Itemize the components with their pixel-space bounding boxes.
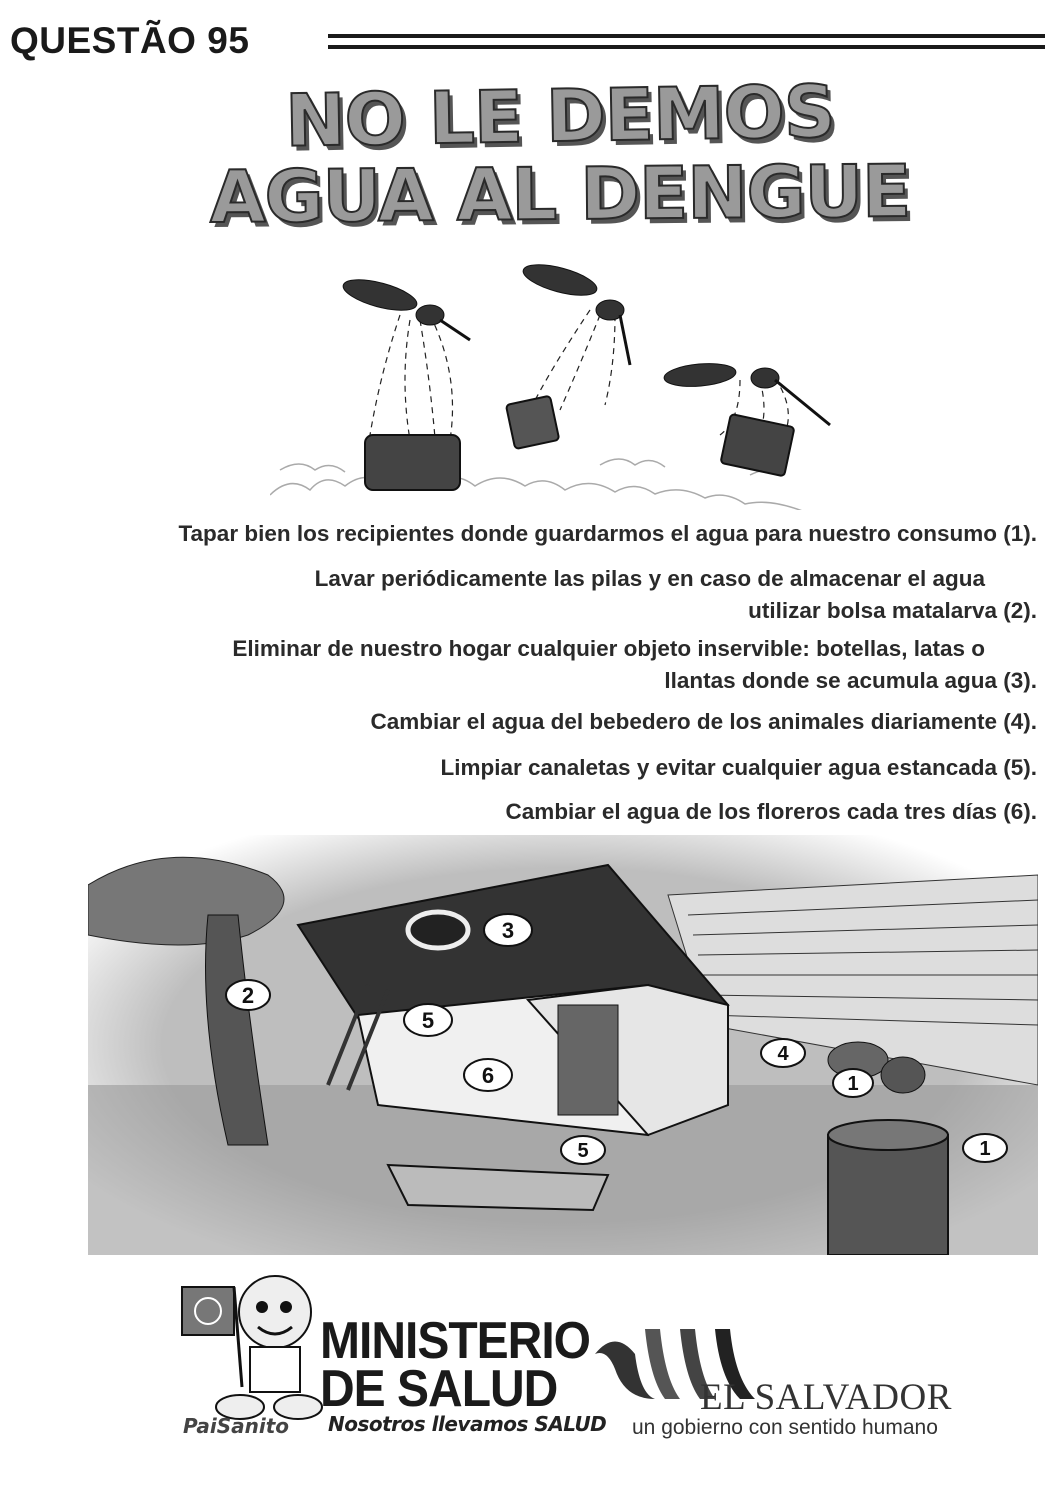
header-rule-top bbox=[328, 34, 1045, 38]
ministry-name-line2: DE SALUD bbox=[320, 1360, 558, 1419]
paisanito-mascot-logo bbox=[180, 1267, 325, 1437]
svg-text:6: 6 bbox=[481, 1063, 495, 1088]
suitcase-middle bbox=[506, 396, 559, 449]
mosquito-left bbox=[340, 274, 470, 340]
poster-title-line1: NO LE DEMOS bbox=[284, 69, 836, 163]
instruction-5: Limpiar canaletas y evitar cualquier agua estancada (5). bbox=[440, 755, 1037, 780]
instruction-1: Tapar bien los recipientes donde guardarmos el agua para nuestro consumo (1). bbox=[178, 521, 1037, 546]
header-rule-bottom bbox=[328, 45, 1045, 49]
svg-text:5: 5 bbox=[421, 1008, 435, 1033]
suitcase-right bbox=[721, 414, 795, 476]
government-slogan: un gobierno con sentido humano bbox=[632, 1416, 938, 1439]
instruction-2: Lavar periódicamente las pilas y en caso de almacenar el agua utilizar bolsa matalarva (2). bbox=[314, 566, 1037, 623]
svg-text:4: 4 bbox=[777, 1043, 789, 1065]
poster-title bbox=[170, 69, 950, 240]
mosquito-right bbox=[663, 361, 830, 425]
house-scene-illustration bbox=[88, 835, 1038, 1255]
marker-2 bbox=[226, 980, 270, 1010]
marker-5-gutter bbox=[404, 1004, 452, 1036]
svg-text:5: 5 bbox=[577, 1140, 589, 1162]
ministry-slogan: Nosotros llevamos SALUD bbox=[328, 1412, 607, 1436]
marker-1-barrel bbox=[963, 1134, 1007, 1162]
mascot-name: PaiSanito bbox=[183, 1414, 290, 1438]
svg-text:3: 3 bbox=[501, 918, 515, 943]
marker-6 bbox=[464, 1059, 512, 1091]
suitcase-left bbox=[365, 435, 460, 490]
poster-title-line2: AGUA AL DENGUE bbox=[209, 148, 911, 240]
instruction-4: Cambiar el agua del bebedero de los animales diariamente (4). bbox=[370, 709, 1037, 734]
marker-1-pot bbox=[833, 1069, 873, 1097]
instruction-3: Eliminar de nuestro hogar cualquier objeto inservible: botellas, latas o llantas donde se acumula agua (3). bbox=[232, 636, 1037, 693]
mosquitoes-carrying-suitcases-illustration bbox=[270, 260, 870, 510]
ministry-name-line1: MINISTERIO bbox=[320, 1312, 591, 1371]
instruction-6: Cambiar el agua de los floreros cada tres días (6). bbox=[505, 799, 1037, 824]
water-barrel bbox=[828, 1120, 948, 1255]
marker-4 bbox=[761, 1039, 805, 1067]
clay-pot-2 bbox=[881, 1057, 925, 1093]
marker-3 bbox=[484, 914, 532, 946]
svg-text:1: 1 bbox=[979, 1138, 991, 1160]
country-name: EL SALVADOR bbox=[700, 1377, 952, 1418]
question-header bbox=[10, 20, 1045, 70]
question-label: QUESTÃO 95 bbox=[10, 20, 250, 61]
logos-footer bbox=[180, 1262, 960, 1462]
marker-5-ground bbox=[561, 1136, 605, 1164]
svg-text:1: 1 bbox=[847, 1073, 859, 1095]
svg-text:2: 2 bbox=[241, 983, 255, 1008]
